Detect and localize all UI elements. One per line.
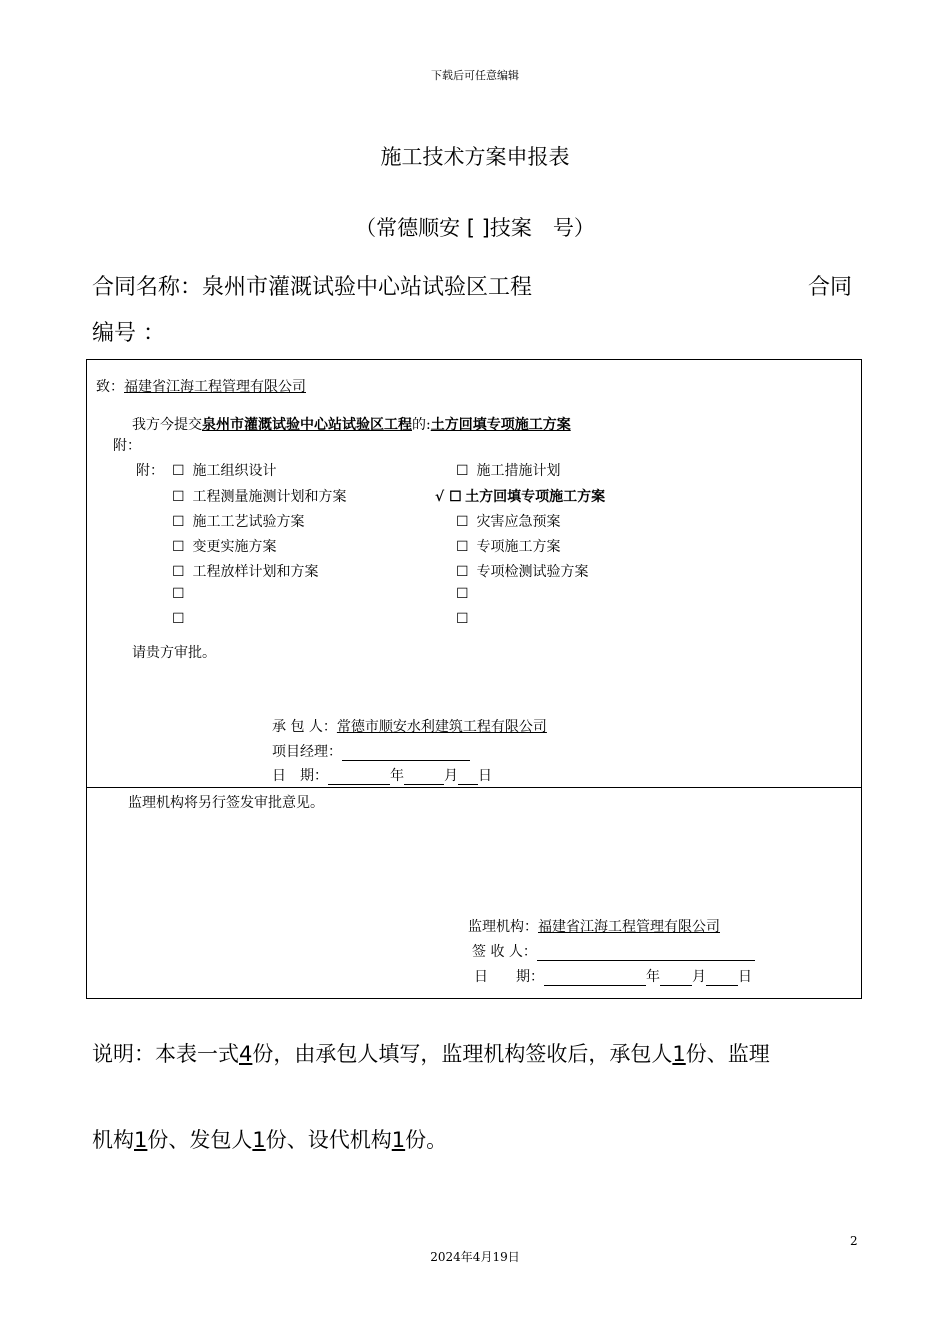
date-label: 日 期： [272, 768, 328, 784]
checkbox-icon[interactable]: ☐ [456, 611, 469, 627]
checkbox-icon[interactable]: ☐ [172, 539, 185, 555]
to-value: 福建省江海工程管理有限公司 [124, 379, 306, 395]
supervisor-label: 监理机构： [468, 919, 538, 935]
checkbox-label: 工程测量施测计划和方案 [192, 489, 347, 505]
checkbox-item-left-3[interactable] [172, 511, 304, 531]
form-divider [86, 787, 862, 788]
to-line [96, 376, 306, 396]
pm-signature-field[interactable] [342, 745, 470, 761]
contractor-label: 承 包 人： [272, 719, 337, 735]
month2-field[interactable] [660, 970, 692, 986]
copies-contractor: 1 [672, 1042, 686, 1066]
checkbox-label: 专项检测试验方案 [476, 564, 589, 580]
checkbox-label: 工程放样计划和方案 [192, 564, 319, 580]
day-field[interactable] [458, 769, 478, 785]
checkbox-icon[interactable]: ☐ [456, 514, 469, 530]
notes-line-2 [92, 1124, 447, 1154]
month2-label: 月 [692, 969, 706, 985]
checkbox-label: 变更实施方案 [192, 539, 277, 555]
notes-text: 份、设代机构 [265, 1128, 392, 1152]
checkbox-item-right-3[interactable] [456, 511, 560, 531]
notes-line-1 [92, 1038, 770, 1068]
submit-plan: 土方回填专项施工方案 [430, 417, 571, 433]
notes-text: 份、监理 [685, 1042, 770, 1066]
notes-text: 机构 [92, 1128, 134, 1152]
checkbox-icon[interactable]: ☐ [172, 586, 185, 602]
document-number: （常德顺安 [ ]技案 号） [355, 216, 595, 240]
contract-name-value: 泉州市灌溉试验中心站试验区工程 [202, 275, 533, 300]
checkbox-icon[interactable]: ☐ [449, 489, 462, 505]
checkbox-icon[interactable]: ☐ [172, 489, 185, 505]
checkbox-label: 专项施工方案 [476, 539, 561, 555]
checkbox-icon[interactable]: ☐ [456, 463, 469, 479]
day2-label: 日 [738, 969, 752, 985]
checkbox-icon[interactable]: ☐ [456, 539, 469, 555]
checkbox-label: 施工工艺试验方案 [192, 514, 305, 530]
checkbox-label: 施工措施计划 [476, 463, 561, 479]
checkbox-label: 灾害应急预案 [476, 514, 561, 530]
footer-date: 2024年4月19日 [430, 1250, 520, 1264]
checkbox-icon[interactable]: ☐ [456, 586, 469, 602]
checkbox-label: 土方回填专项施工方案 [465, 489, 606, 505]
notes-text: 份，由承包人填写，监理机构签收后，承包人 [252, 1042, 673, 1066]
contract-number-label-b: 编号 ： [92, 321, 165, 346]
notes-text: 说明：本表一式 [92, 1042, 239, 1066]
checkbox-icon[interactable]: ☐ [172, 463, 185, 479]
checkbox-item-right-1[interactable] [456, 460, 560, 480]
checkbox-item-right-7[interactable] [456, 611, 472, 627]
contractor-value: 常德市顺安水利建筑工程有限公司 [336, 719, 547, 735]
checkbox-item-right-4[interactable] [456, 536, 560, 556]
year2-label: 年 [646, 969, 660, 985]
date-line [272, 765, 492, 785]
copies-design: 1 [391, 1128, 406, 1152]
form-box [86, 359, 862, 999]
checkbox-item-left-4[interactable] [172, 536, 276, 556]
day2-field[interactable] [706, 970, 738, 986]
copies-employer: 1 [252, 1128, 266, 1152]
submit-of: 的: [412, 417, 431, 433]
year-label: 年 [390, 768, 404, 784]
checkbox-item-left-6[interactable] [172, 586, 188, 602]
submit-project: 泉州市灌溉试验中心站试验区工程 [202, 417, 412, 433]
contractor-line [272, 716, 547, 736]
receiver-line [472, 941, 755, 961]
checkbox-item-left-5[interactable] [172, 561, 318, 581]
contract-name-label: 合同名称： [92, 275, 203, 300]
date2-line [474, 966, 752, 986]
supervisor-line [468, 916, 720, 936]
copies-total: 4 [239, 1042, 253, 1066]
checkbox-icon[interactable]: ☐ [172, 564, 185, 580]
receiver-label: 签 收 人： [472, 944, 537, 960]
checkbox-item-left-1[interactable] [172, 460, 276, 480]
checkbox-label: 施工组织设计 [192, 463, 277, 479]
header-note: 下载后可任意编辑 [431, 69, 519, 82]
notes-text: 份。 [405, 1128, 448, 1152]
receiver-signature-field[interactable] [537, 945, 755, 961]
notes-text: 份、发包人 [147, 1128, 253, 1152]
copies-supervisor: 1 [134, 1128, 148, 1152]
checkbox-item-left-7[interactable] [172, 611, 188, 627]
attach-label-2: 附： [136, 463, 164, 479]
attach-label-1: 附： [113, 438, 141, 454]
to-label: 致： [96, 379, 124, 395]
month-field[interactable] [404, 769, 444, 785]
checkbox-item-left-2[interactable] [172, 486, 346, 506]
date2-label: 日 期： [474, 969, 544, 985]
check-mark-icon: √ [435, 489, 445, 505]
checkbox-item-right-5[interactable] [456, 561, 588, 581]
supervisor-value: 福建省江海工程管理有限公司 [538, 919, 720, 935]
checkbox-icon[interactable]: ☐ [172, 514, 185, 530]
checkbox-icon[interactable]: ☐ [172, 611, 185, 627]
request-text: 请贵方审批。 [132, 645, 216, 661]
checkbox-item-right-6[interactable] [456, 586, 472, 602]
page-number: 2 [850, 1234, 858, 1248]
contract-number-label-a: 合同 [808, 275, 853, 300]
checkbox-icon[interactable]: ☐ [456, 564, 469, 580]
day-label: 日 [478, 768, 492, 784]
submit-line [132, 414, 571, 434]
page-title: 施工技术方案申报表 [380, 145, 570, 169]
pm-label: 项目经理： [272, 744, 342, 760]
year-field[interactable] [328, 769, 390, 785]
submit-prefix: 我方今提交 [132, 417, 202, 433]
month-label: 月 [444, 768, 458, 784]
supervisor-note: 监理机构将另行签发审批意见。 [128, 795, 324, 811]
checkbox-item-right-2[interactable] [435, 486, 605, 506]
year2-field[interactable] [544, 970, 646, 986]
pm-line [272, 741, 470, 761]
contract-name-line [92, 270, 532, 301]
